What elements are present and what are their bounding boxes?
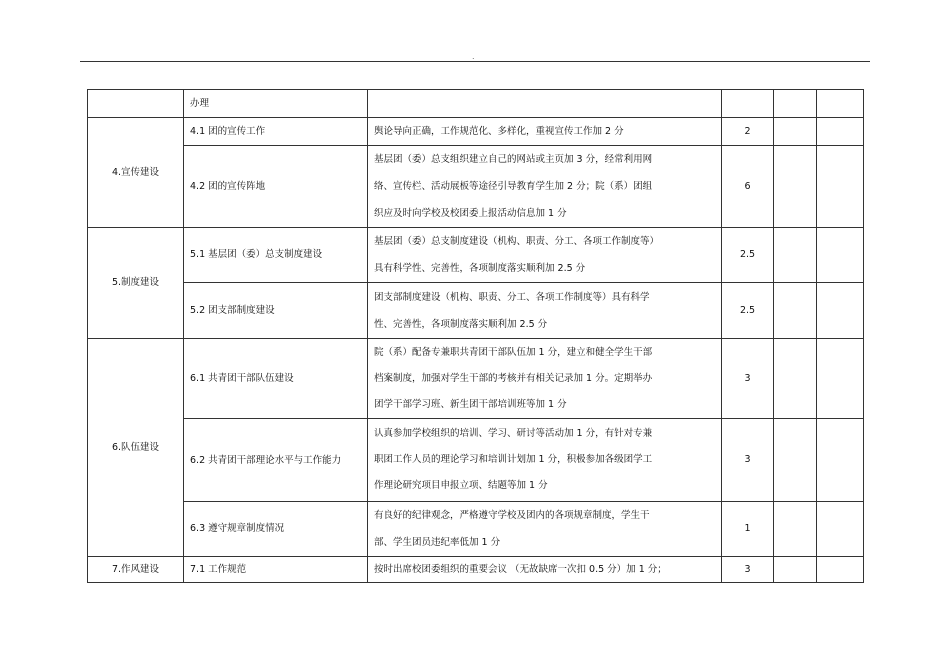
desc-line: 院（系）配备专兼职共青团干部队伍加 1 分，建立和健全学生干部 — [374, 346, 653, 358]
item-cell: 4.2 团的宣传阵地 — [184, 146, 368, 228]
blank-cell — [817, 502, 864, 557]
desc-cell — [368, 502, 722, 557]
desc-cell — [368, 419, 722, 502]
blank-cell — [817, 118, 864, 146]
desc-line: 性、完善性，各项制度落实顺利加 2.5 分 — [374, 318, 548, 330]
item-cell: 6.1 共青团干部队伍建设 — [184, 339, 368, 419]
item-cell: 办理 — [184, 90, 368, 118]
desc-line: 具有科学性、完善性，各项制度落实顺利加 2.5 分 — [374, 263, 586, 274]
blank-cell — [774, 118, 817, 146]
table-row — [88, 283, 864, 339]
desc-cell — [368, 557, 722, 583]
points-cell: 2.5 — [722, 283, 774, 339]
blank-cell — [774, 502, 817, 557]
blank-cell — [774, 228, 817, 283]
points-cell: 1 — [722, 502, 774, 557]
points-cell: 3 — [722, 419, 774, 502]
item-cell: 4.1 团的宣传工作 — [184, 118, 368, 146]
desc-line: 基层团（委）总支组织建立自己的网站或主页加 3 分，经常利用网 — [374, 154, 653, 165]
blank-cell — [817, 90, 864, 118]
item-cell: 5.1 基层团（委）总支制度建设 — [184, 228, 368, 283]
blank-cell — [817, 557, 864, 583]
desc-line: 部、学生团员违纪率低加 1 分 — [374, 537, 501, 548]
desc-line: 认真参加学校组织的培训、学习、研讨等活动加 1 分，有针对专兼 — [374, 428, 653, 439]
blank-cell — [774, 419, 817, 502]
item-cell: 7.1 工作规范 — [184, 557, 368, 583]
desc-line: 团学干部学习班、新生团干部培训班等加 1 分 — [374, 398, 567, 410]
desc-line: 基层团（委）总支制度建设（机构、职责、分工、各项工作制度等） — [374, 236, 660, 247]
desc-cell — [368, 146, 722, 228]
blank-cell — [817, 228, 864, 283]
desc-line: 职团工作人员的理论学习和培训计划加 1 分，积极参加各级团学工 — [374, 454, 653, 465]
desc-line: 团支部制度建设（机构、职责、分工、各项工作制度等）具有科学 — [374, 291, 650, 303]
category-cell: 4.宣传建设 — [88, 118, 184, 228]
blank-cell — [817, 339, 864, 419]
points-cell: 3 — [722, 339, 774, 419]
desc-line: 舆论导向正确，工作规范化、多样化，重视宣传工作加 2 分 — [374, 126, 624, 137]
desc-line: 作理论研究项目申报立项、结题等加 1 分 — [374, 480, 548, 491]
table-row — [88, 557, 864, 583]
points-cell: 2 — [722, 118, 774, 146]
points-cell: 3 — [722, 557, 774, 583]
points-cell: 6 — [722, 146, 774, 228]
desc-line: 有良好的纪律观念，严格遵守学校及团内的各项规章制度，学生干 — [374, 510, 650, 521]
points-cell — [722, 90, 774, 118]
table-row — [88, 228, 864, 283]
header-rule — [80, 61, 870, 62]
item-cell: 5.2 团支部制度建设 — [184, 283, 368, 339]
desc-line: 织应及时向学校及校团委上报活动信息加 1 分 — [374, 208, 567, 219]
table-row — [88, 90, 864, 118]
item-cell: 6.2 共青团干部理论水平与工作能力 — [184, 419, 368, 502]
blank-cell — [774, 90, 817, 118]
blank-cell — [774, 557, 817, 583]
category-cell: 7.作风建设 — [88, 557, 184, 583]
desc-cell — [368, 339, 722, 419]
blank-cell — [817, 146, 864, 228]
table-row — [88, 502, 864, 557]
desc-cell — [368, 228, 722, 283]
desc-cell — [368, 283, 722, 339]
blank-cell — [774, 339, 817, 419]
table-row — [88, 118, 864, 146]
item-cell: 6.3 遵守规章制度情况 — [184, 502, 368, 557]
points-cell: 2.5 — [722, 228, 774, 283]
blank-cell — [774, 283, 817, 339]
desc-cell — [368, 118, 722, 146]
desc-line: 络、宣传栏、活动展板等途径引导教育学生加 2 分；院（系）团组 — [374, 181, 653, 192]
table-row — [88, 339, 864, 419]
category-cell: 5.制度建设 — [88, 228, 184, 339]
desc-line: 档案制度，加强对学生干部的考核并有相关记录加 1 分。定期举办 — [374, 372, 653, 384]
category-cell: 6.队伍建设 — [88, 339, 184, 557]
blank-cell — [817, 419, 864, 502]
table-row — [88, 419, 864, 502]
header-dot: . — [472, 52, 475, 61]
score-table — [87, 89, 864, 583]
table-row — [88, 146, 864, 228]
blank-cell — [774, 146, 817, 228]
desc-cell — [368, 90, 722, 118]
blank-cell — [817, 283, 864, 339]
category-cell — [88, 90, 184, 118]
desc-line: 按时出席校团委组织的重要会议 （无故缺席一次扣 0.5 分）加 1 分； — [374, 563, 667, 575]
